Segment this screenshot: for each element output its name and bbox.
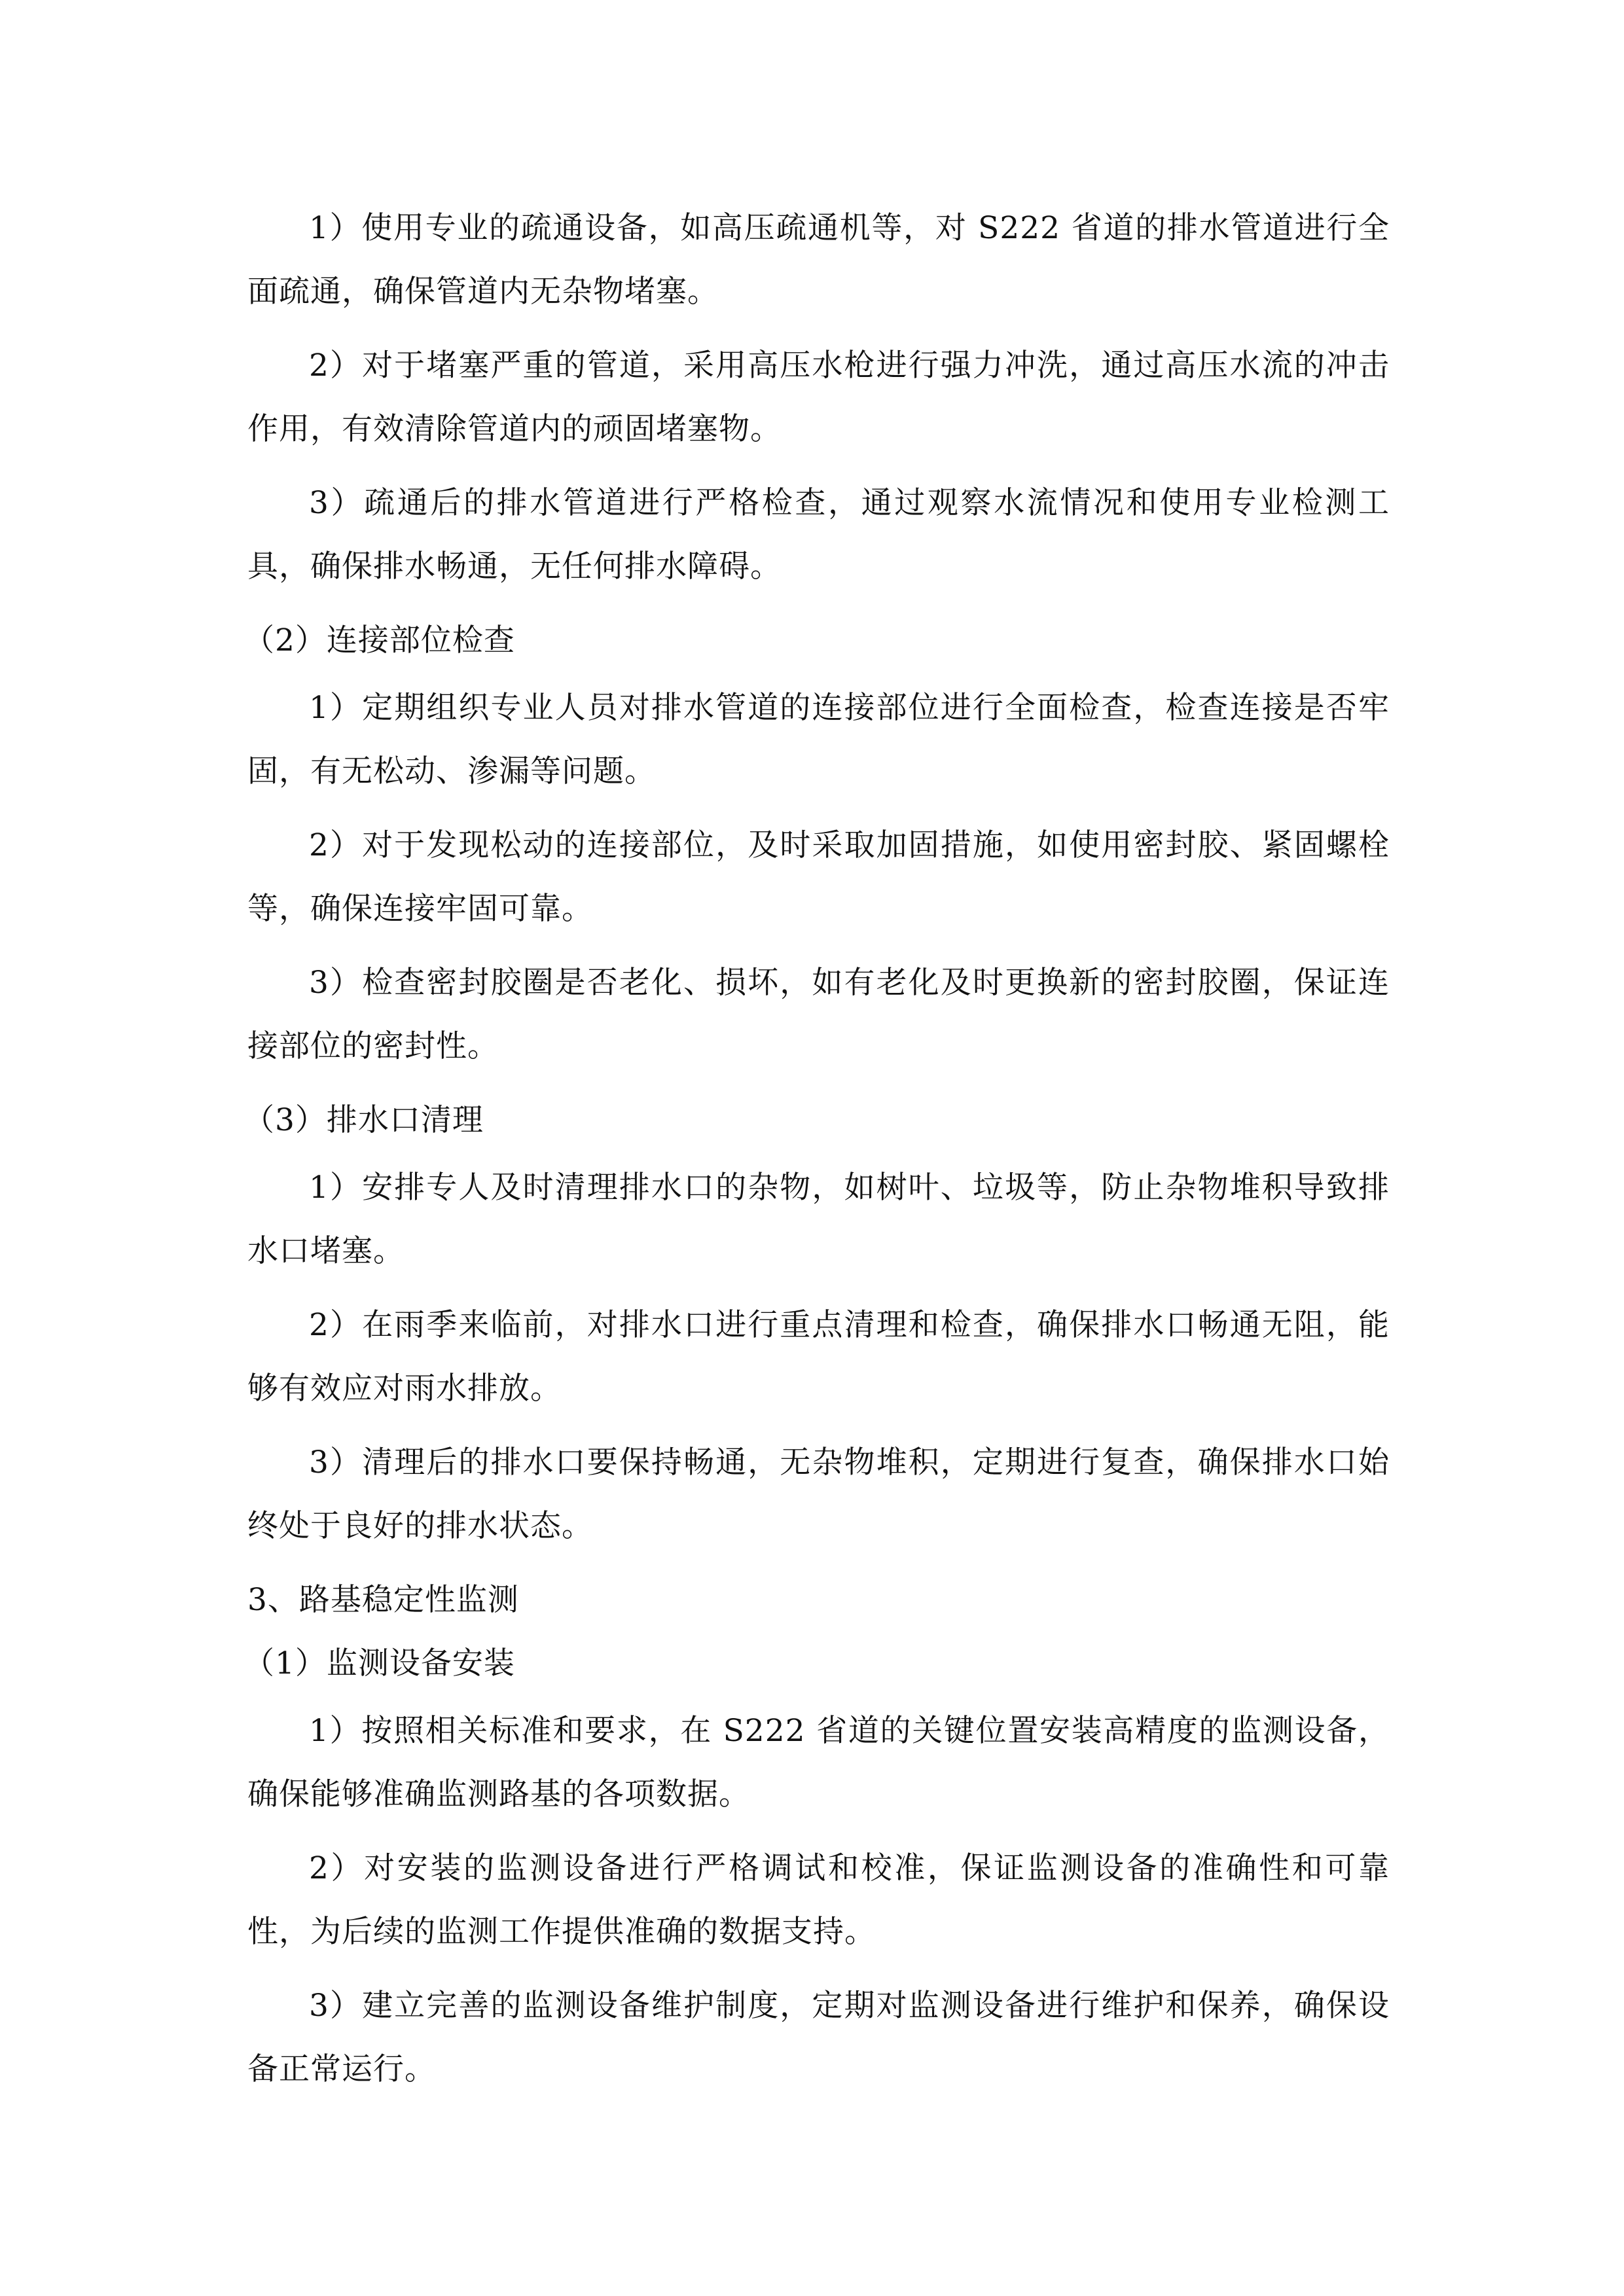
paragraph: 1）按照相关标准和要求，在 S222 省道的关键位置安装高精度的监测设备，确保能够准确监测路基的各项数据。	[247, 1713, 1390, 1812]
paragraph: 3）检查密封胶圈是否老化、损坏，如有老化及时更换新的密封胶圈，保证连接部位的密封性。	[247, 965, 1390, 1064]
subsection-heading: （3）排水口清理	[244, 1102, 484, 1138]
paragraph: 2）对于发现松动的连接部位，及时采取加固措施，如使用密封胶、紧固螺栓等，确保连接牢固可靠。	[247, 827, 1390, 927]
paragraph: 3）建立完善的监测设备维护制度，定期对监测设备进行维护和保养，确保设备正常运行。	[247, 1988, 1390, 2087]
section-heading: 3、路基稳定性监测	[247, 1582, 519, 1618]
paragraph: 1）定期组织专业人员对排水管道的连接部位进行全面检查，检查连接是否牢固，有无松动、渗漏等问题。	[247, 690, 1390, 789]
paragraph: 2）对于堵塞严重的管道，采用高压水枪进行强力冲洗，通过高压水流的冲击作用，有效清除管道内的顽固堵塞物。	[247, 348, 1390, 447]
paragraph: 3）清理后的排水口要保持畅通，无杂物堆积，定期进行复查，确保排水口始终处于良好的排水状态。	[247, 1444, 1390, 1544]
paragraph: 1）使用专业的疏通设备，如高压疏通机等，对 S222 省道的排水管道进行全面疏通，确保管道内无杂物堵塞。	[247, 210, 1390, 310]
document-body	[244, 196, 1390, 2111]
subsection-heading: （1）监测设备安装	[244, 1645, 515, 1681]
paragraph: 1）安排专人及时清理排水口的杂物，如树叶、垃圾等，防止杂物堆积导致排水口堵塞。	[247, 1170, 1390, 1269]
paragraph: 2）对安装的监测设备进行严格调试和校准，保证监测设备的准确性和可靠性，为后续的监测工作提供准确的数据支持。	[247, 1850, 1390, 1950]
subsection-heading: （2）连接部位检查	[244, 622, 515, 658]
paragraph: 3）疏通后的排水管道进行严格检查，通过观察水流情况和使用专业检测工具，确保排水畅通，无任何排水障碍。	[247, 485, 1390, 584]
paragraph: 2）在雨季来临前，对排水口进行重点清理和检查，确保排水口畅通无阻，能够有效应对雨水排放。	[247, 1307, 1390, 1407]
